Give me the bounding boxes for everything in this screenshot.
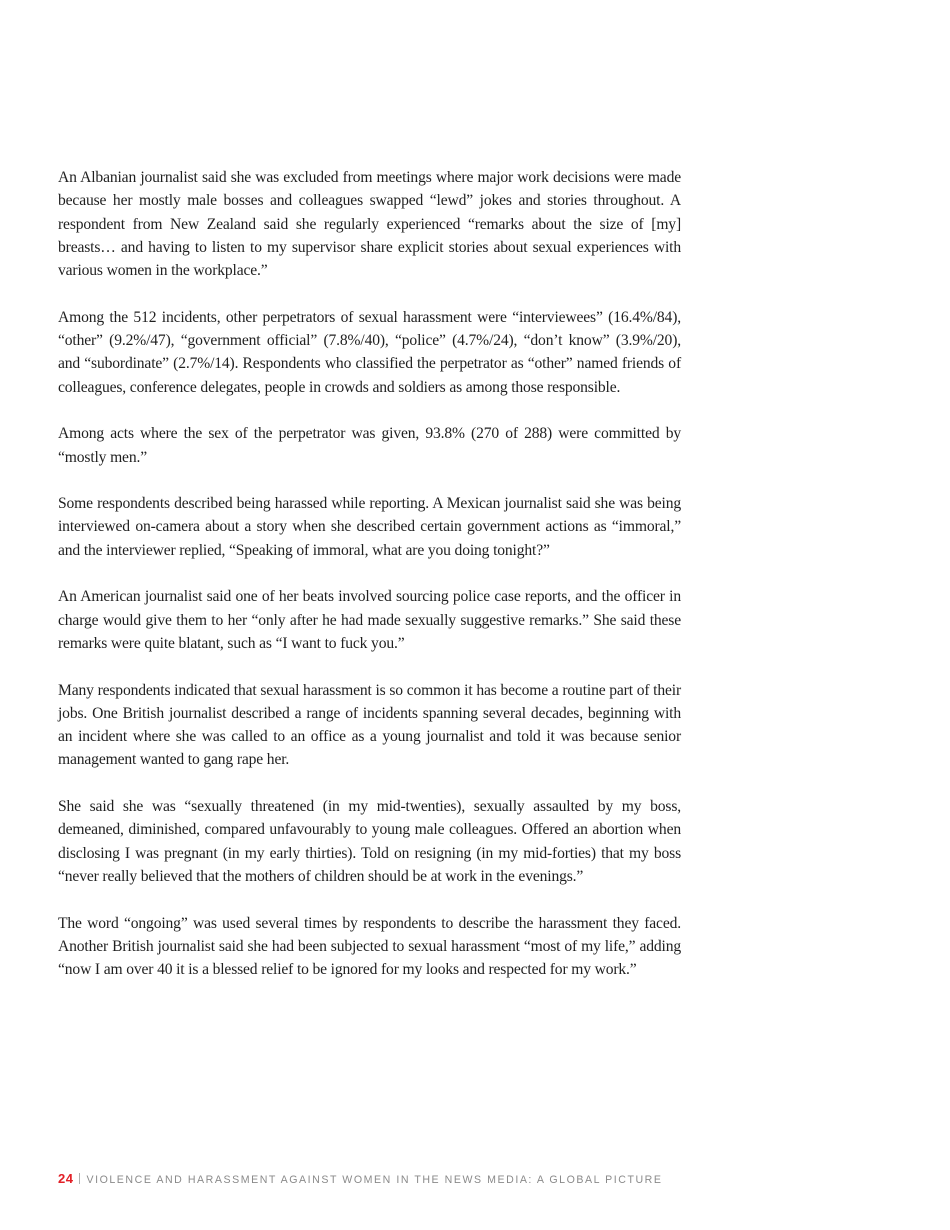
paragraph: An Albanian journalist said she was excluded from meetings where major work decisions were made because her mostly male bosses and colleagues swapped “lewd” jokes and stories throughout. A respondent from New Zealand said she regularly experienced “remarks about the size of [my] breasts… and having to listen to my supervisor share explicit stories about sexual experiences with various women in the workplace.” xyxy=(58,169,681,280)
paragraph: She said she was “sexually threatened (in my mid-twenties), sexually assaulted by my boss, demeaned, diminished, compared unfavourably to young male colleagues. Offered an abortion when disclosing I was pregnant (in my early thirties). Told on resigning (in my mid-forties) that my boss “never really believed that the mothers of children should be at work in the evenings.” xyxy=(58,798,681,885)
page-number: 24 xyxy=(58,1171,74,1186)
paragraph: An American journalist said one of her beats involved sourcing police case reports, and the officer in charge would give them to her “only after he had made sexually suggestive remarks.” She said these remarks were quite blatant, such as “I want to fuck you.” xyxy=(58,588,681,652)
body-text xyxy=(58,166,681,1005)
paragraph: Among the 512 incidents, other perpetrators of sexual harassment were “interviewees” (16.4%/84), “other” (9.2%/47), “government official” (7.8%/40), “police” (4.7%/24), “don’t know” (3.9%/20), and “subordinate” (2.7%/14). Respondents who classified the perpetrator as “other” named friends of colleagues, conference delegates, people in crowds and soldiers as among those responsible. xyxy=(58,308,681,396)
page-footer xyxy=(58,1171,698,1186)
footer-divider xyxy=(79,1173,80,1184)
paragraph: Among acts where the sex of the perpetrator was given, 93.8% (270 of 288) were committed by “mostly men.” xyxy=(58,425,681,466)
paragraph: Some respondents described being harassed while reporting. A Mexican journalist said she was being interviewed on-camera about a story when she described certain government actions as “immoral,” and the interviewer replied, “Speaking of immoral, what are you doing tonight?” xyxy=(58,495,681,559)
paragraph: The word “ongoing” was used several times by respondents to describe the harassment they faced. Another British journalist said she had been subjected to sexual harassment “most of my life,” adding “now I am over 40 it is a blessed relief to be ignored for my looks and respected for my work.” xyxy=(58,914,681,979)
paragraph: Many respondents indicated that sexual harassment is so common it has become a routine part of their jobs. One British journalist described a range of incidents spanning several decades, beginning with an incident where she was called to an office as a young journalist and told it was because senior management wanted to gang rape her. xyxy=(58,681,681,769)
running-title: VIOLENCE AND HARASSMENT AGAINST WOMEN IN THE NEWS MEDIA: A GLOBAL PICTURE xyxy=(86,1174,663,1186)
